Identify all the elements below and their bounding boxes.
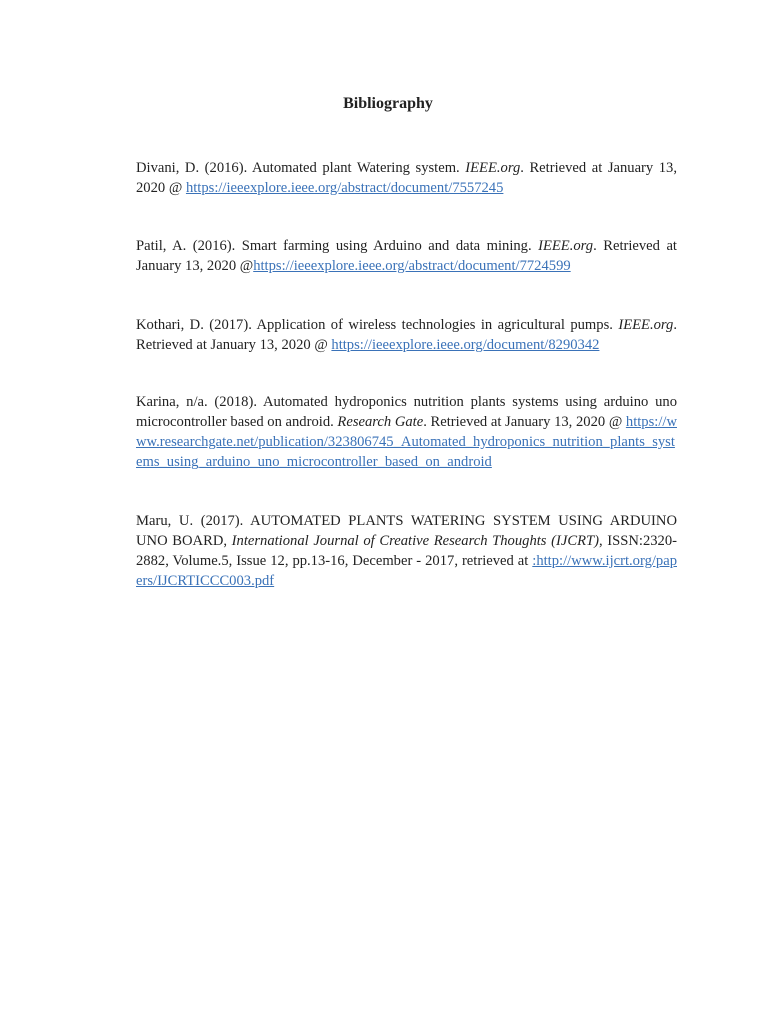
reference-link[interactable]: https://ieeexplore.ieee.org/abstract/document/7724599 [253, 258, 571, 274]
reference-text: Patil, A. (2016). Smart farming using Arduino and data mining. [136, 238, 539, 254]
reference-entry [136, 236, 677, 276]
reference-journal: Research Gate [337, 414, 424, 430]
reference-journal: IEEE.org [618, 317, 674, 333]
reference-retrieved: . Retrieved at January 13, 2020 @ [136, 317, 677, 353]
page-title: Bibliography [343, 95, 433, 112]
reference-link[interactable]: :http://www.ijcrt.org/papers/IJCRTICCC003.pdf [136, 553, 677, 589]
reference-retrieved: . Retrieved at January 13, 2020 @ [136, 160, 677, 196]
reference-link[interactable]: https://www.researchgate.net/publication/323806745_Automated_hydroponics_nutrition_plants_systems_using_arduino_uno_microcontroller_based_on_android [136, 414, 677, 470]
reference-entry [136, 392, 677, 472]
reference-entry [136, 158, 677, 198]
reference-link[interactable]: https://ieeexplore.ieee.org/abstract/document/7557245 [185, 180, 504, 196]
reference-text: Karina, n/a. (2018). Automated hydroponics nutrition plants systems using arduino uno microcontroller based on android. [136, 394, 677, 430]
reference-journal: International Journal of Creative Research Thoughts (IJCRT) [231, 533, 599, 549]
reference-entry [136, 511, 677, 591]
reference-entry [136, 315, 677, 355]
reference-journal: IEEE.org [538, 238, 594, 254]
reference-text: Divani, D. (2016). Automated plant Watering system. [136, 160, 466, 176]
reference-text: Maru, U. (2017). AUTOMATED PLANTS WATERING SYSTEM USING ARDUINO UNO BOARD, [136, 513, 677, 549]
reference-retrieved: , ISSN:2320-2882, Volume.5, Issue 12, pp.13-16, December - 2017, retrieved at [136, 533, 678, 569]
reference-retrieved: . Retrieved at January 13, 2020 @ [423, 414, 626, 430]
reference-link[interactable]: https://ieeexplore.ieee.org/document/8290342 [331, 337, 600, 353]
reference-journal: IEEE.org [465, 160, 521, 176]
reference-retrieved: . Retrieved at January 13, 2020 @ [136, 238, 677, 274]
reference-text: Kothari, D. (2017). Application of wireless technologies in agricultural pumps. [136, 317, 619, 333]
